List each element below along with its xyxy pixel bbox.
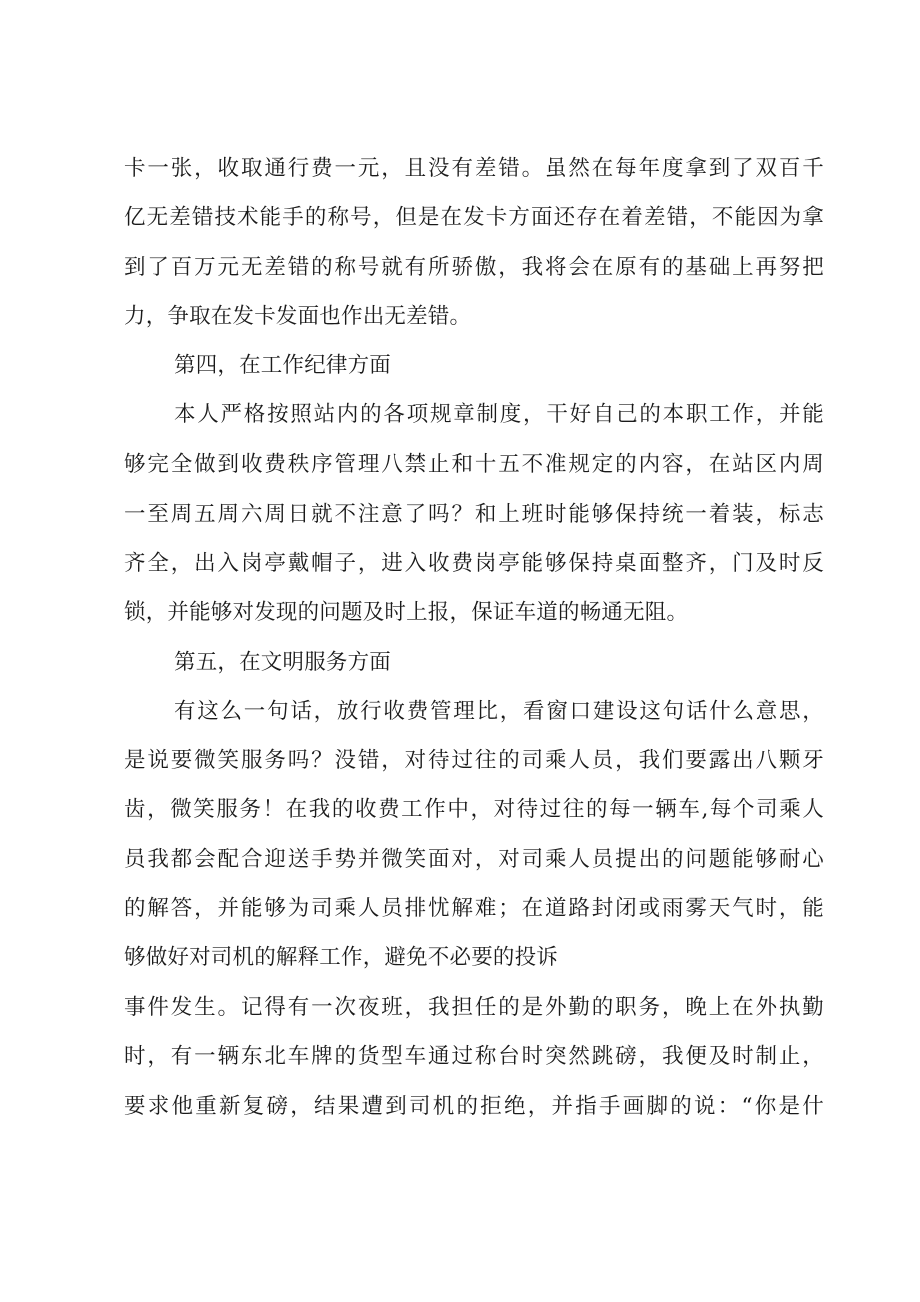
paragraph-line: 够完全做到收费秩序管理八禁止和十五不准规定的内容，在站区内周: [124, 452, 824, 477]
paragraph-line: 是说要微笑服务吗？没错，对待过往的司乘人员，我们要露出八颗牙: [124, 748, 824, 773]
section-heading: 第五，在文明服务方面: [174, 650, 392, 675]
paragraph-line: 的解答，并能够为司乘人员排忧解难；在道路封闭或雨雾天气时，能: [124, 896, 824, 921]
paragraph-line: 力，争取在发卡发面也作出无差错。: [124, 304, 472, 329]
paragraph-line: 够做好对司机的解释工作，避免不必要的投诉: [124, 945, 559, 970]
paragraph-line: 要求他重新复磅，结果遭到司机的拒绝，并指手画脚的说：“你是什: [124, 1094, 824, 1119]
paragraph-line: 齿，微笑服务！在我的收费工作中，对待过往的每一辆车,每个司乘人: [124, 797, 824, 822]
paragraph-line: 亿无差错技术能手的称号，但是在发卡方面还存在着差错，不能因为拿: [124, 205, 824, 230]
paragraph-line: 锁，并能够对发现的问题及时上报，保证车道的畅通无阻。: [124, 600, 689, 625]
paragraph-line: 员我都会配合迎送手势并微笑面对，对司乘人员提出的问题能够耐心: [124, 847, 824, 872]
paragraph-line: 时，有一辆东北车牌的货型车通过称台时突然跳磅，我便及时制止，: [124, 1044, 824, 1069]
paragraph-line: 一至周五周六周日就不注意了吗？和上班时能够保持统一着装，标志: [124, 502, 824, 527]
section-heading: 第四，在工作纪律方面: [174, 353, 392, 378]
paragraph-line: 本人严格按照站内的各项规章制度，干好自己的本职工作，并能: [174, 402, 824, 427]
paragraph-line: 卡一张，收取通行费一元，且没有差错。虽然在每年度拿到了双百千: [124, 156, 824, 181]
paragraph-line: 到了百万元无差错的称号就有所骄傲，我将会在原有的基础上再努把: [124, 255, 824, 280]
paragraph-line: 齐全，出入岗亭戴帽子，进入收费岗亭能够保持桌面整齐，门及时反: [124, 551, 824, 576]
paragraph-line: 有这么一句话，放行收费管理比，看窗口建设这句话什么意思，: [174, 699, 824, 724]
paragraph-line: 事件发生。记得有一次夜班，我担任的是外勤的职务，晚上在外执勤: [124, 995, 824, 1020]
